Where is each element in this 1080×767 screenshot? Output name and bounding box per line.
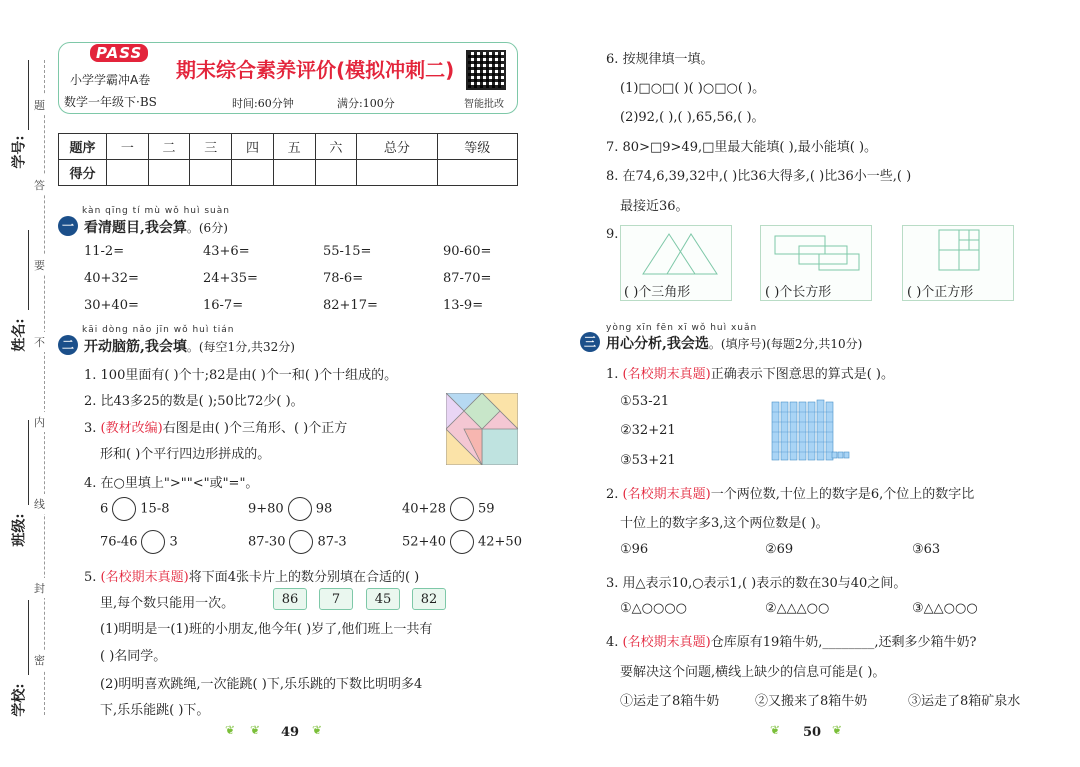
full-score-label: 满分:100分 (337, 97, 395, 110)
question-3-2-cont: 十位上的数字多3,这个两位数是( )。 (620, 516, 829, 531)
column-header: 一 (107, 134, 149, 160)
section3-title (606, 333, 862, 353)
calc-item: 43+6= (203, 244, 250, 259)
compare-right: 59 (477, 501, 495, 517)
column-header: 六 (315, 134, 357, 160)
calc-item: 11-2= (84, 244, 125, 259)
question-2-7: 7. 80>□9>49,□里最大能填( ),最小能填( )。 (606, 140, 878, 155)
question-number: 2. (606, 487, 619, 502)
compare-circle[interactable] (112, 497, 136, 521)
section3-pinyin: yòng xīn fēn xī wǒ huì xuǎn (606, 323, 758, 333)
question-3-4 (606, 631, 976, 650)
option[interactable]: ②△△△○○ (765, 601, 830, 616)
compare-right: 98 (315, 501, 333, 517)
section1-pinyin: kàn qīng tí mù wǒ huì suàn (82, 206, 230, 216)
sprout-icon: ❦ (312, 723, 323, 737)
grade-label: 数学一年级下·BS (64, 95, 157, 109)
calc-item: 24+35= (203, 271, 258, 286)
question-number: 1. (606, 367, 619, 382)
column-header: 四 (232, 134, 274, 160)
class-label: 班级: (11, 513, 28, 547)
student-no-line (28, 60, 29, 130)
qr-label: 智能批改 (464, 99, 504, 110)
question-text: 仓库原有19箱牛奶,________,还剩多少箱牛奶? (710, 635, 977, 650)
compare-right: 42+50 (477, 534, 522, 550)
page-number-left: 49 (281, 725, 300, 740)
number-card: 45 (366, 588, 400, 610)
section2-title (84, 336, 295, 356)
compare-right: 15-8 (140, 501, 170, 517)
question-2-5-2: (2)明明喜欢跳绳,一次能跳( )下,乐乐跳的下数比明明多4 (100, 677, 423, 692)
question-2-6-1: (1)□○□( )( )○□○( )。 (620, 81, 766, 96)
sprout-icon: ❦ (225, 723, 236, 737)
name-label: 姓名: (11, 318, 28, 352)
option[interactable]: ②32+21 (620, 423, 676, 438)
question-text: 一个两位数,十位上的数字是6,个位上的数字比 (710, 487, 975, 502)
section1-title-text: 看清题目,我会算 (84, 220, 187, 236)
option[interactable]: ①96 (620, 542, 649, 557)
calc-item: 55-15= (323, 244, 372, 259)
option[interactable]: ③53+21 (620, 453, 676, 468)
question-2-8: 8. 在74,6,39,32中,( )比36大得多,( )比36小一些,( ) (606, 169, 912, 184)
question-3-4-cont: 要解决这个问题,横线上缺少的信息可能是( )。 (620, 665, 886, 680)
page-title: 期末综合素养评价(模拟冲刺二) (176, 58, 455, 82)
calc-item: 87-70= (443, 271, 492, 286)
compare-left: 40+28 (402, 501, 446, 517)
score-table (58, 133, 518, 186)
score-cell[interactable] (190, 160, 232, 186)
column-header: 等级 (437, 134, 517, 160)
question-tag: (名校期末真题) (622, 367, 711, 382)
name-line (28, 230, 29, 310)
compare-item (100, 530, 178, 554)
compare-right: 87-3 (317, 534, 347, 550)
column-header: 五 (273, 134, 315, 160)
question-2-6: 6. 按规律填一填。 (606, 52, 714, 67)
question-tag: (名校期末真题) (622, 487, 711, 502)
option[interactable]: ②69 (765, 542, 794, 557)
page-number-right: 50 (803, 725, 822, 740)
counting-cubes-figure (770, 398, 850, 464)
compare-left: 87-30 (248, 534, 286, 550)
question-tag: (名校期末真题) (622, 635, 711, 650)
calc-item: 82+17= (323, 298, 378, 313)
score-cell[interactable] (357, 160, 437, 186)
option[interactable]: ①运走了8箱牛奶 (620, 694, 720, 709)
score-cell[interactable] (437, 160, 517, 186)
compare-left: 6 (100, 501, 109, 517)
question-2-1: 1. 100里面有( )个十;82是由( )个一和( )个十组成的。 (84, 368, 398, 383)
question-2-3 (84, 417, 347, 436)
table-row (59, 134, 518, 160)
question-2-5-cont: 里,每个数只能用一次。 (100, 596, 235, 611)
compare-item (402, 530, 522, 554)
question-tag: (教材改编) (100, 421, 163, 436)
compare-circle[interactable] (289, 530, 313, 554)
seal-char: 密 (34, 650, 45, 670)
question-2-6-2: (2)92,( ),( ),65,56,( )。 (620, 110, 765, 125)
compare-left: 76-46 (100, 534, 138, 550)
seal-char: 封 (34, 578, 45, 598)
section2-badge: 二 (58, 335, 78, 355)
score-cell[interactable] (107, 160, 149, 186)
question-3-3: 3. 用△表示10,○表示1,( )表示的数在30与40之间。 (606, 576, 907, 591)
seal-char: 要 (34, 255, 45, 275)
school-line (28, 600, 29, 675)
score-cell[interactable] (232, 160, 274, 186)
series-name: 小学学霸冲A卷 (70, 73, 151, 87)
table-row-header: 得分 (59, 160, 107, 186)
score-cell[interactable] (273, 160, 315, 186)
option[interactable]: ③63 (912, 542, 941, 557)
question-text: 正确表示下图意思的算式是( )。 (710, 367, 894, 382)
question-2-5-2-cont: 下,乐乐能跳( )下。 (100, 703, 210, 718)
compare-circle[interactable] (288, 497, 312, 521)
student-no-label: 学号: (11, 135, 28, 169)
question-2-3-cont: 形和( )个平行四边形拼成的。 (100, 447, 271, 462)
calc-item: 40+32= (84, 271, 139, 286)
sprout-icon: ❦ (832, 723, 843, 737)
tangram-figure (446, 393, 518, 465)
calc-item: 16-7= (203, 298, 244, 313)
section3-note: 。(填序号)(每题2分,共10分) (708, 337, 863, 351)
section2-pinyin: kāi dòng nǎo jīn wǒ huì tián (82, 325, 235, 335)
compare-circle[interactable] (450, 530, 474, 554)
section2-title-text: 开动脑筋,我会填 (84, 339, 187, 355)
compare-left: 9+80 (248, 501, 284, 517)
question-2-4: 4. 在○里填上">""<"或"="。 (84, 476, 259, 491)
figure-label: ( )个正方形 (907, 285, 974, 300)
seal-char: 答 (34, 175, 45, 195)
figure-label: ( )个三角形 (624, 285, 691, 300)
time-label: 时间:60分钟 (232, 97, 294, 110)
seal-char: 内 (34, 412, 45, 432)
number-card: 82 (412, 588, 446, 610)
section3-badge: 三 (580, 332, 600, 352)
option[interactable]: ③△△○○○ (912, 601, 978, 616)
compare-item (402, 497, 495, 521)
number-card: 86 (273, 588, 307, 610)
seal-char: 不 (34, 332, 45, 352)
seal-char: 线 (34, 494, 45, 514)
section2-note: 。(每空1分,共32分) (186, 340, 295, 354)
compare-left: 52+40 (402, 534, 446, 550)
section1-title (84, 217, 228, 237)
question-2-2: 2. 比43多25的数是( );50比72少( )。 (84, 394, 304, 409)
question-text: 右图是由( )个三角形、( )个正方 (162, 421, 348, 436)
question-2-5-1-cont: ( )名同学。 (100, 649, 167, 664)
question-number: 3. (84, 421, 97, 436)
class-line (28, 420, 29, 505)
figure-label: ( )个长方形 (765, 285, 832, 300)
qr-code-icon[interactable] (466, 50, 506, 90)
question-text: 将下面4张卡片上的数分别填在合适的( ) (188, 570, 420, 585)
number-card: 7 (319, 588, 353, 610)
option[interactable]: ③运走了8箱矿泉水 (908, 694, 1021, 709)
column-header: 三 (190, 134, 232, 160)
calc-item: 78-6= (323, 271, 364, 286)
score-cell[interactable] (148, 160, 190, 186)
school-label: 学校: (11, 683, 28, 717)
question-number: 4. (606, 635, 619, 650)
sprout-icon: ❦ (250, 723, 261, 737)
section3-title-text: 用心分析,我会选 (606, 336, 709, 352)
question-2-5-1: (1)明明是一(1)班的小朋友,他今年( )岁了,他们班上一共有 (100, 622, 433, 637)
option[interactable]: ②又搬来了8箱牛奶 (755, 694, 868, 709)
column-header: 总分 (357, 134, 437, 160)
compare-item (248, 497, 332, 521)
table-row (59, 160, 518, 186)
calc-item: 30+40= (84, 298, 139, 313)
question-2-8-cont: 最接近36。 (620, 199, 689, 214)
section1-badge: 一 (58, 216, 78, 236)
question-3-1 (606, 363, 894, 382)
section1-note: 。(6分) (186, 221, 228, 235)
compare-right: 3 (169, 534, 178, 550)
question-tag: (名校期末真题) (100, 570, 189, 585)
question-3-2 (606, 483, 974, 502)
question-number: 5. (84, 570, 97, 585)
pass-logo: PASS (90, 44, 148, 62)
question-2-5 (84, 566, 419, 585)
compare-circle[interactable] (141, 530, 165, 554)
score-cell[interactable] (315, 160, 357, 186)
compare-circle[interactable] (450, 497, 474, 521)
seal-line (44, 60, 45, 715)
column-header: 二 (148, 134, 190, 160)
compare-item (100, 497, 170, 521)
sprout-icon: ❦ (770, 723, 781, 737)
seal-char: 题 (34, 95, 45, 115)
option[interactable]: ①△○○○○ (620, 601, 688, 616)
question-2-9: 9. (606, 227, 619, 242)
calc-item: 13-9= (443, 298, 484, 313)
calc-item: 90-60= (443, 244, 492, 259)
compare-item (248, 530, 347, 554)
table-row-header: 题序 (59, 134, 107, 160)
option[interactable]: ①53-21 (620, 394, 670, 409)
